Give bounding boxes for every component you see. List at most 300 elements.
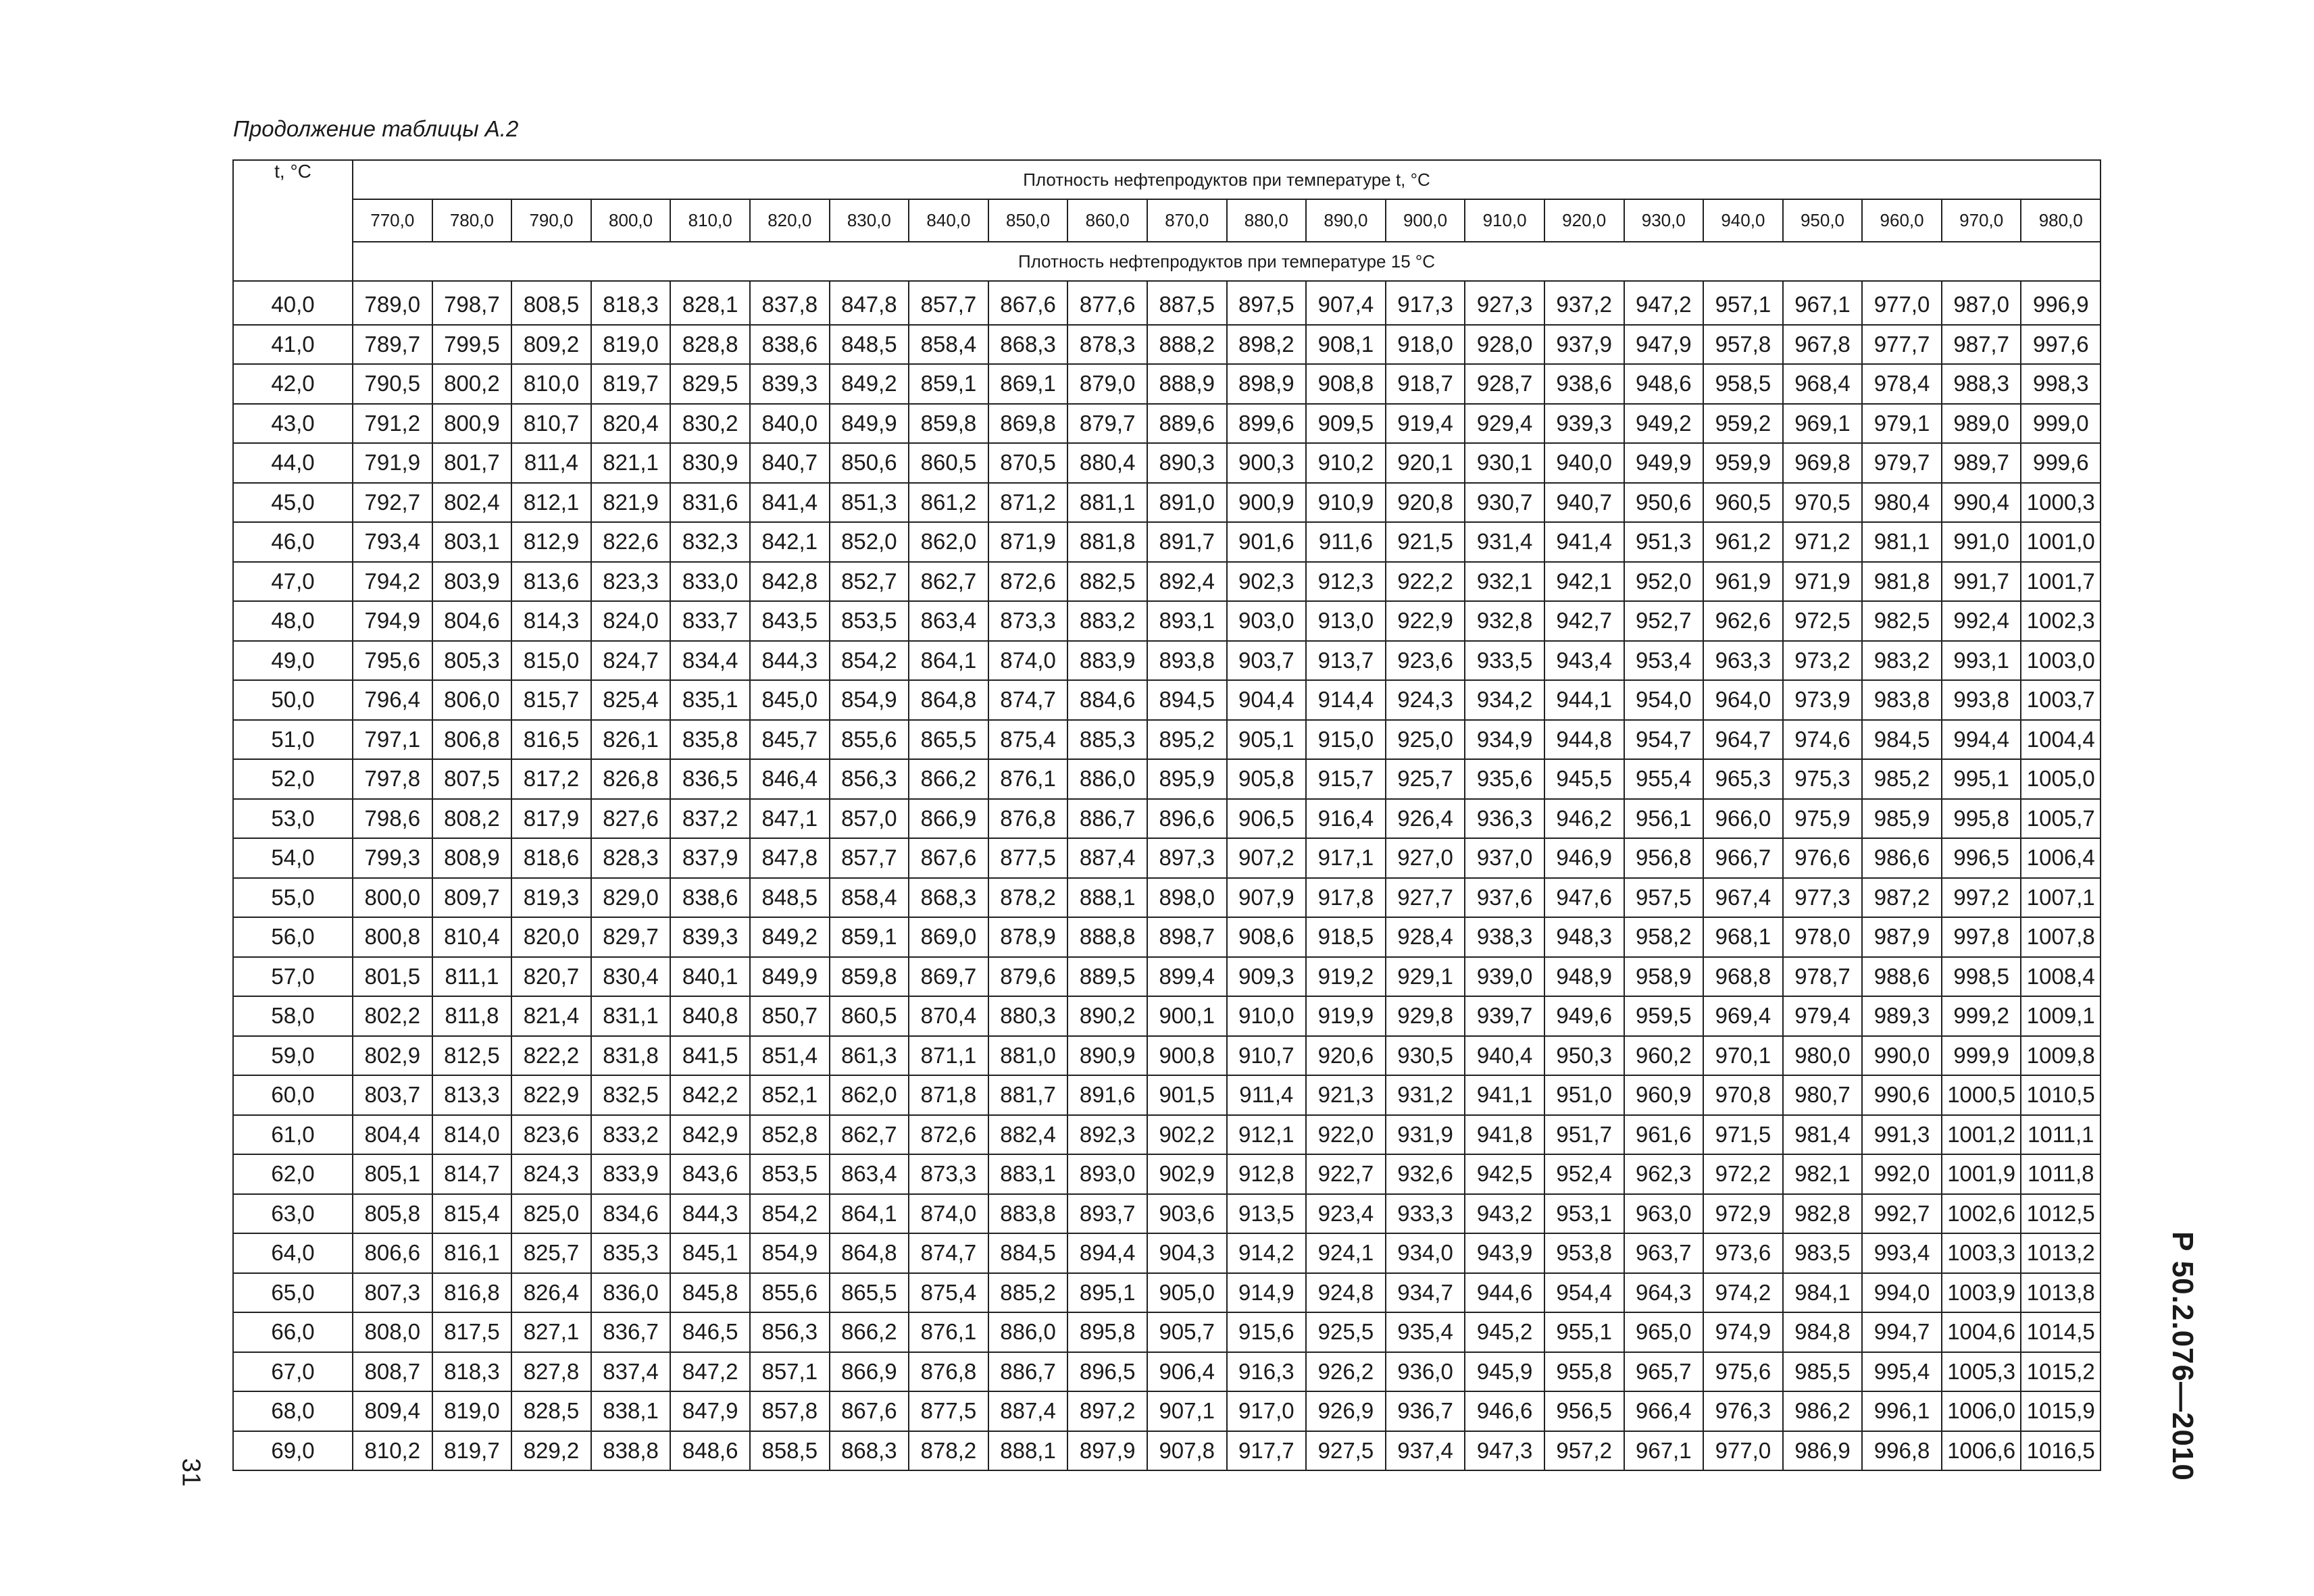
density-cell: 842,1 bbox=[750, 522, 830, 562]
density-cell: 960,9 bbox=[1624, 1075, 1704, 1115]
density-cell: 949,6 bbox=[1544, 996, 1624, 1036]
density-cell: 956,5 bbox=[1544, 1391, 1624, 1431]
density-cell: 795,6 bbox=[353, 641, 432, 681]
density-cell: 804,4 bbox=[353, 1115, 432, 1155]
density-cell: 902,3 bbox=[1227, 562, 1307, 602]
density-cell: 855,6 bbox=[830, 720, 909, 760]
density-cell: 821,4 bbox=[511, 996, 591, 1036]
density-cell: 819,7 bbox=[591, 364, 671, 404]
density-cell: 975,3 bbox=[1783, 759, 1863, 799]
table-row bbox=[233, 1312, 2101, 1352]
density-cell: 933,5 bbox=[1465, 641, 1544, 681]
density-cell: 970,8 bbox=[1703, 1075, 1783, 1115]
density-cell: 835,8 bbox=[670, 720, 750, 760]
density-cell: 954,0 bbox=[1624, 680, 1704, 720]
density-cell: 894,4 bbox=[1067, 1233, 1147, 1273]
density-cell: 854,9 bbox=[830, 680, 909, 720]
density-cell: 811,1 bbox=[432, 957, 512, 997]
density-cell: 1005,0 bbox=[2021, 759, 2101, 799]
density-cell: 943,4 bbox=[1544, 641, 1624, 681]
density-cell: 886,7 bbox=[1067, 799, 1147, 839]
density-cell: 937,9 bbox=[1544, 325, 1624, 365]
density-cell: 1011,8 bbox=[2021, 1154, 2101, 1194]
density-cell: 934,0 bbox=[1386, 1233, 1465, 1273]
density-column-header: 860,0 bbox=[1067, 199, 1147, 242]
density-cell: 839,3 bbox=[750, 364, 830, 404]
density-cell: 887,4 bbox=[1067, 838, 1147, 878]
density-cell: 915,7 bbox=[1306, 759, 1386, 799]
density-cell: 900,3 bbox=[1227, 443, 1307, 483]
density-cell: 987,0 bbox=[1942, 281, 2021, 325]
density-cell: 913,7 bbox=[1306, 641, 1386, 681]
density-cell: 962,6 bbox=[1703, 601, 1783, 641]
density-cell: 806,8 bbox=[432, 720, 512, 760]
density-cell: 961,9 bbox=[1703, 562, 1783, 602]
density-cell: 851,4 bbox=[750, 1036, 830, 1076]
density-cell: 916,4 bbox=[1306, 799, 1386, 839]
temperature-cell: 66,0 bbox=[233, 1312, 353, 1352]
density-cell: 848,5 bbox=[830, 325, 909, 365]
density-cell: 905,8 bbox=[1227, 759, 1307, 799]
density-cell: 871,8 bbox=[909, 1075, 988, 1115]
density-cell: 857,8 bbox=[750, 1391, 830, 1431]
density-cell: 978,4 bbox=[1862, 364, 1942, 404]
density-cell: 838,6 bbox=[670, 878, 750, 918]
density-cell: 913,5 bbox=[1227, 1194, 1307, 1234]
density-cell: 960,5 bbox=[1703, 483, 1783, 523]
density-cell: 1005,7 bbox=[2021, 799, 2101, 839]
density-cell: 943,9 bbox=[1465, 1233, 1544, 1273]
density-cell: 996,5 bbox=[1942, 838, 2021, 878]
density-cell: 849,2 bbox=[750, 917, 830, 957]
density-cell: 810,2 bbox=[353, 1431, 432, 1471]
density-cell: 989,0 bbox=[1942, 404, 2021, 444]
density-cell: 880,4 bbox=[1067, 443, 1147, 483]
density-cell: 973,6 bbox=[1703, 1233, 1783, 1273]
density-cell: 812,1 bbox=[511, 483, 591, 523]
density-cell: 866,2 bbox=[909, 759, 988, 799]
density-cell: 914,9 bbox=[1227, 1273, 1307, 1313]
density-cell: 881,7 bbox=[988, 1075, 1068, 1115]
density-cell: 856,3 bbox=[830, 759, 909, 799]
density-cell: 808,9 bbox=[432, 838, 512, 878]
density-cell: 812,5 bbox=[432, 1036, 512, 1076]
density-cell: 974,6 bbox=[1783, 720, 1863, 760]
density-cell: 900,1 bbox=[1147, 996, 1227, 1036]
density-cell: 971,5 bbox=[1703, 1115, 1783, 1155]
density-cell: 815,4 bbox=[432, 1194, 512, 1234]
density-cell: 957,2 bbox=[1544, 1431, 1624, 1471]
density-cell: 824,0 bbox=[591, 601, 671, 641]
table-row bbox=[233, 1115, 2101, 1155]
density-cell: 838,8 bbox=[591, 1431, 671, 1471]
table-row bbox=[233, 1391, 2101, 1431]
density-cell: 822,9 bbox=[511, 1075, 591, 1115]
table-caption: Продолжение таблицы А.2 bbox=[233, 116, 519, 141]
density-cell: 862,0 bbox=[830, 1075, 909, 1115]
density-cell: 922,9 bbox=[1386, 601, 1465, 641]
density-cell: 828,1 bbox=[670, 281, 750, 325]
page-number-text: 31 bbox=[176, 1458, 205, 1487]
density-cell: 791,9 bbox=[353, 443, 432, 483]
density-cell: 949,9 bbox=[1624, 443, 1704, 483]
density-cell: 965,7 bbox=[1624, 1352, 1704, 1392]
density-cell: 983,5 bbox=[1783, 1233, 1863, 1273]
density-cell: 831,8 bbox=[591, 1036, 671, 1076]
density-cell: 800,0 bbox=[353, 878, 432, 918]
density-cell: 812,9 bbox=[511, 522, 591, 562]
density-cell: 829,5 bbox=[670, 364, 750, 404]
density-cell: 977,0 bbox=[1703, 1431, 1783, 1471]
density-cell: 957,1 bbox=[1703, 281, 1783, 325]
density-cell: 836,5 bbox=[670, 759, 750, 799]
density-cell: 873,3 bbox=[988, 601, 1068, 641]
density-cell: 910,0 bbox=[1227, 996, 1307, 1036]
density-cell: 819,0 bbox=[591, 325, 671, 365]
density-cell: 923,6 bbox=[1386, 641, 1465, 681]
density-cell: 842,2 bbox=[670, 1075, 750, 1115]
density-cell: 908,8 bbox=[1306, 364, 1386, 404]
density-cell: 907,8 bbox=[1147, 1431, 1227, 1471]
density-cell: 1014,5 bbox=[2021, 1312, 2101, 1352]
density-cell: 793,4 bbox=[353, 522, 432, 562]
density-cell: 999,6 bbox=[2021, 443, 2101, 483]
density-cell: 833,2 bbox=[591, 1115, 671, 1155]
density-cell: 797,8 bbox=[353, 759, 432, 799]
table-row bbox=[233, 483, 2101, 523]
density-cell: 1001,0 bbox=[2021, 522, 2101, 562]
density-cell: 831,1 bbox=[591, 996, 671, 1036]
density-cell: 960,2 bbox=[1624, 1036, 1704, 1076]
density-cell: 899,4 bbox=[1147, 957, 1227, 997]
density-cell: 864,8 bbox=[909, 680, 988, 720]
density-cell: 954,7 bbox=[1624, 720, 1704, 760]
density-cell: 942,7 bbox=[1544, 601, 1624, 641]
density-cell: 963,7 bbox=[1624, 1233, 1704, 1273]
density-cell: 833,0 bbox=[670, 562, 750, 602]
density-cell: 924,1 bbox=[1306, 1233, 1386, 1273]
density-cell: 808,2 bbox=[432, 799, 512, 839]
table-row bbox=[233, 799, 2101, 839]
density-cell: 939,3 bbox=[1544, 404, 1624, 444]
density-cell: 1002,6 bbox=[1942, 1194, 2021, 1234]
density-cell: 1012,5 bbox=[2021, 1194, 2101, 1234]
density-table bbox=[232, 159, 2101, 1471]
density-cell: 842,9 bbox=[670, 1115, 750, 1155]
density-cell: 917,0 bbox=[1227, 1391, 1307, 1431]
density-cell: 979,4 bbox=[1783, 996, 1863, 1036]
density-cell: 972,9 bbox=[1703, 1194, 1783, 1234]
density-cell: 959,2 bbox=[1703, 404, 1783, 444]
density-cell: 901,6 bbox=[1227, 522, 1307, 562]
density-cell: 911,4 bbox=[1227, 1075, 1307, 1115]
density-cell: 849,2 bbox=[830, 364, 909, 404]
density-cell: 813,3 bbox=[432, 1075, 512, 1115]
density-cell: 927,0 bbox=[1386, 838, 1465, 878]
density-cell: 996,1 bbox=[1862, 1391, 1942, 1431]
density-cell: 814,3 bbox=[511, 601, 591, 641]
density-cell: 987,9 bbox=[1862, 917, 1942, 957]
density-cell: 928,0 bbox=[1465, 325, 1544, 365]
density-cell: 803,1 bbox=[432, 522, 512, 562]
density-cell: 790,5 bbox=[353, 364, 432, 404]
density-cell: 967,8 bbox=[1783, 325, 1863, 365]
density-at-t-header: Плотность нефтепродуктов при температуре t, °C bbox=[353, 160, 2101, 199]
density-cell: 999,9 bbox=[1942, 1036, 2021, 1076]
density-cell: 926,9 bbox=[1306, 1391, 1386, 1431]
density-cell: 967,1 bbox=[1783, 281, 1863, 325]
density-column-header: 800,0 bbox=[591, 199, 671, 242]
density-cell: 995,1 bbox=[1942, 759, 2021, 799]
density-cell: 825,0 bbox=[511, 1194, 591, 1234]
table-row bbox=[233, 1352, 2101, 1392]
density-cell: 874,7 bbox=[909, 1233, 988, 1273]
density-cell: 827,8 bbox=[511, 1352, 591, 1392]
density-cell: 880,3 bbox=[988, 996, 1068, 1036]
density-cell: 897,9 bbox=[1067, 1431, 1147, 1471]
density-cell: 943,2 bbox=[1465, 1194, 1544, 1234]
density-cell: 910,7 bbox=[1227, 1036, 1307, 1076]
density-cell: 917,7 bbox=[1227, 1431, 1307, 1471]
density-cell: 928,4 bbox=[1386, 917, 1465, 957]
density-cell: 963,0 bbox=[1624, 1194, 1704, 1234]
density-column-header: 960,0 bbox=[1862, 199, 1942, 242]
density-cell: 907,2 bbox=[1227, 838, 1307, 878]
density-cell: 836,7 bbox=[591, 1312, 671, 1352]
density-cell: 798,7 bbox=[432, 281, 512, 325]
density-cell: 985,9 bbox=[1862, 799, 1942, 839]
density-cell: 854,2 bbox=[750, 1194, 830, 1234]
density-cell: 794,9 bbox=[353, 601, 432, 641]
density-cell: 964,3 bbox=[1624, 1273, 1704, 1313]
density-cell: 857,7 bbox=[909, 281, 988, 325]
density-cell: 802,2 bbox=[353, 996, 432, 1036]
density-column-header: 980,0 bbox=[2021, 199, 2101, 242]
density-cell: 994,0 bbox=[1862, 1273, 1942, 1313]
density-cell: 958,2 bbox=[1624, 917, 1704, 957]
density-cell: 835,1 bbox=[670, 680, 750, 720]
density-column-header: 900,0 bbox=[1386, 199, 1465, 242]
density-cell: 888,1 bbox=[988, 1431, 1068, 1471]
density-cell: 949,2 bbox=[1624, 404, 1704, 444]
density-cell: 801,7 bbox=[432, 443, 512, 483]
density-cell: 995,8 bbox=[1942, 799, 2021, 839]
density-cell: 953,1 bbox=[1544, 1194, 1624, 1234]
density-cell: 884,6 bbox=[1067, 680, 1147, 720]
table-row bbox=[233, 1194, 2101, 1234]
density-cell: 826,4 bbox=[511, 1273, 591, 1313]
temperature-cell: 54,0 bbox=[233, 838, 353, 878]
density-cell: 807,3 bbox=[353, 1273, 432, 1313]
density-cell: 1010,5 bbox=[2021, 1075, 2101, 1115]
density-cell: 842,8 bbox=[750, 562, 830, 602]
density-cell: 872,6 bbox=[909, 1115, 988, 1155]
density-cell: 912,3 bbox=[1306, 562, 1386, 602]
density-cell: 864,1 bbox=[909, 641, 988, 681]
density-cell: 821,1 bbox=[591, 443, 671, 483]
density-cell: 944,1 bbox=[1544, 680, 1624, 720]
density-cell: 817,5 bbox=[432, 1312, 512, 1352]
density-cell: 957,8 bbox=[1703, 325, 1783, 365]
density-cell: 799,3 bbox=[353, 838, 432, 878]
density-cell: 961,6 bbox=[1624, 1115, 1704, 1155]
density-cell: 811,8 bbox=[432, 996, 512, 1036]
density-cell: 936,3 bbox=[1465, 799, 1544, 839]
density-cell: 840,1 bbox=[670, 957, 750, 997]
page-number bbox=[177, 1452, 204, 1493]
density-cell: 956,1 bbox=[1624, 799, 1704, 839]
density-cell: 955,8 bbox=[1544, 1352, 1624, 1392]
temperature-cell: 40,0 bbox=[233, 281, 353, 325]
density-cell: 889,6 bbox=[1147, 404, 1227, 444]
density-cell: 902,9 bbox=[1147, 1154, 1227, 1194]
density-cell: 1009,1 bbox=[2021, 996, 2101, 1036]
density-cell: 847,2 bbox=[670, 1352, 750, 1392]
temperature-cell: 43,0 bbox=[233, 404, 353, 444]
density-cell: 993,4 bbox=[1862, 1233, 1942, 1273]
density-cell: 805,3 bbox=[432, 641, 512, 681]
density-cell: 934,9 bbox=[1465, 720, 1544, 760]
table-row bbox=[233, 957, 2101, 997]
density-cell: 964,7 bbox=[1703, 720, 1783, 760]
density-cell: 1003,3 bbox=[1942, 1233, 2021, 1273]
table-row bbox=[233, 1273, 2101, 1313]
density-cell: 869,1 bbox=[988, 364, 1068, 404]
density-cell: 1004,6 bbox=[1942, 1312, 2021, 1352]
density-cell: 885,2 bbox=[988, 1273, 1068, 1313]
density-cell: 874,7 bbox=[988, 680, 1068, 720]
density-cell: 810,7 bbox=[511, 404, 591, 444]
density-cell: 898,7 bbox=[1147, 917, 1227, 957]
density-cell: 973,2 bbox=[1783, 641, 1863, 681]
table-row bbox=[233, 1036, 2101, 1076]
density-cell: 885,3 bbox=[1067, 720, 1147, 760]
density-cell: 924,3 bbox=[1386, 680, 1465, 720]
density-cell: 936,0 bbox=[1386, 1352, 1465, 1392]
density-cell: 866,2 bbox=[830, 1312, 909, 1352]
density-cell: 988,3 bbox=[1942, 364, 2021, 404]
density-cell: 918,5 bbox=[1306, 917, 1386, 957]
density-cell: 878,3 bbox=[1067, 325, 1147, 365]
density-cell: 937,2 bbox=[1544, 281, 1624, 325]
density-cell: 820,0 bbox=[511, 917, 591, 957]
density-cell: 871,1 bbox=[909, 1036, 988, 1076]
density-cell: 947,3 bbox=[1465, 1431, 1544, 1471]
density-cell: 958,9 bbox=[1624, 957, 1704, 997]
density-cell: 1003,7 bbox=[2021, 680, 2101, 720]
density-cell: 850,7 bbox=[750, 996, 830, 1036]
density-cell: 844,3 bbox=[750, 641, 830, 681]
density-cell: 946,9 bbox=[1544, 838, 1624, 878]
density-cell: 829,0 bbox=[591, 878, 671, 918]
temperature-cell: 46,0 bbox=[233, 522, 353, 562]
density-cell: 908,1 bbox=[1306, 325, 1386, 365]
density-cell: 811,4 bbox=[511, 443, 591, 483]
density-cell: 865,5 bbox=[909, 720, 988, 760]
density-cell: 818,3 bbox=[432, 1352, 512, 1392]
density-cell: 939,7 bbox=[1465, 996, 1544, 1036]
density-cell: 836,0 bbox=[591, 1273, 671, 1313]
density-cell: 919,2 bbox=[1306, 957, 1386, 997]
density-cell: 822,2 bbox=[511, 1036, 591, 1076]
density-cell: 860,5 bbox=[909, 443, 988, 483]
density-cell: 912,1 bbox=[1227, 1115, 1307, 1155]
density-cell: 904,4 bbox=[1227, 680, 1307, 720]
density-cell: 888,9 bbox=[1147, 364, 1227, 404]
density-cell: 837,9 bbox=[670, 838, 750, 878]
density-cell: 997,8 bbox=[1942, 917, 2021, 957]
density-cell: 809,7 bbox=[432, 878, 512, 918]
density-cell: 882,5 bbox=[1067, 562, 1147, 602]
density-cell: 915,6 bbox=[1227, 1312, 1307, 1352]
density-cell: 918,0 bbox=[1386, 325, 1465, 365]
density-cell: 925,7 bbox=[1386, 759, 1465, 799]
density-cell: 942,1 bbox=[1544, 562, 1624, 602]
density-cell: 998,5 bbox=[1942, 957, 2021, 997]
density-cell: 942,5 bbox=[1465, 1154, 1544, 1194]
density-cell: 952,0 bbox=[1624, 562, 1704, 602]
density-cell: 822,6 bbox=[591, 522, 671, 562]
density-cell: 891,0 bbox=[1147, 483, 1227, 523]
density-cell: 846,4 bbox=[750, 759, 830, 799]
density-cell: 862,7 bbox=[909, 562, 988, 602]
table-row bbox=[233, 838, 2101, 878]
density-cell: 945,5 bbox=[1544, 759, 1624, 799]
table-row bbox=[233, 759, 2101, 799]
density-cell: 891,6 bbox=[1067, 1075, 1147, 1115]
density-cell: 954,4 bbox=[1544, 1273, 1624, 1313]
density-cell: 931,4 bbox=[1465, 522, 1544, 562]
density-cell: 893,8 bbox=[1147, 641, 1227, 681]
density-cell: 870,4 bbox=[909, 996, 988, 1036]
temperature-cell: 55,0 bbox=[233, 878, 353, 918]
density-cell: 989,7 bbox=[1942, 443, 2021, 483]
density-cell: 968,1 bbox=[1703, 917, 1783, 957]
table-row bbox=[233, 996, 2101, 1036]
density-cell: 961,2 bbox=[1703, 522, 1783, 562]
table-row bbox=[233, 641, 2101, 681]
density-cell: 920,6 bbox=[1306, 1036, 1386, 1076]
density-cell: 1008,4 bbox=[2021, 957, 2101, 997]
density-cell: 934,7 bbox=[1386, 1273, 1465, 1313]
density-cell: 952,4 bbox=[1544, 1154, 1624, 1194]
density-cell: 986,9 bbox=[1783, 1431, 1863, 1471]
density-cell: 904,3 bbox=[1147, 1233, 1227, 1273]
density-cell: 817,9 bbox=[511, 799, 591, 839]
density-cell: 862,0 bbox=[909, 522, 988, 562]
density-cell: 917,8 bbox=[1306, 878, 1386, 918]
density-cell: 874,0 bbox=[909, 1194, 988, 1234]
density-cell: 830,2 bbox=[670, 404, 750, 444]
density-cell: 905,7 bbox=[1147, 1312, 1227, 1352]
density-cell: 867,6 bbox=[909, 838, 988, 878]
density-cell: 878,2 bbox=[988, 878, 1068, 918]
density-cell: 927,5 bbox=[1306, 1431, 1386, 1471]
density-cell: 983,8 bbox=[1862, 680, 1942, 720]
density-cell: 861,2 bbox=[909, 483, 988, 523]
density-column-header: 870,0 bbox=[1147, 199, 1227, 242]
density-cell: 944,8 bbox=[1544, 720, 1624, 760]
density-cell: 941,4 bbox=[1544, 522, 1624, 562]
density-cell: 930,7 bbox=[1465, 483, 1544, 523]
density-cell: 832,3 bbox=[670, 522, 750, 562]
density-cell: 799,5 bbox=[432, 325, 512, 365]
density-cell: 922,0 bbox=[1306, 1115, 1386, 1155]
density-cell: 897,2 bbox=[1067, 1391, 1147, 1431]
density-cell: 938,6 bbox=[1544, 364, 1624, 404]
density-cell: 888,8 bbox=[1067, 917, 1147, 957]
density-cell: 859,1 bbox=[830, 917, 909, 957]
